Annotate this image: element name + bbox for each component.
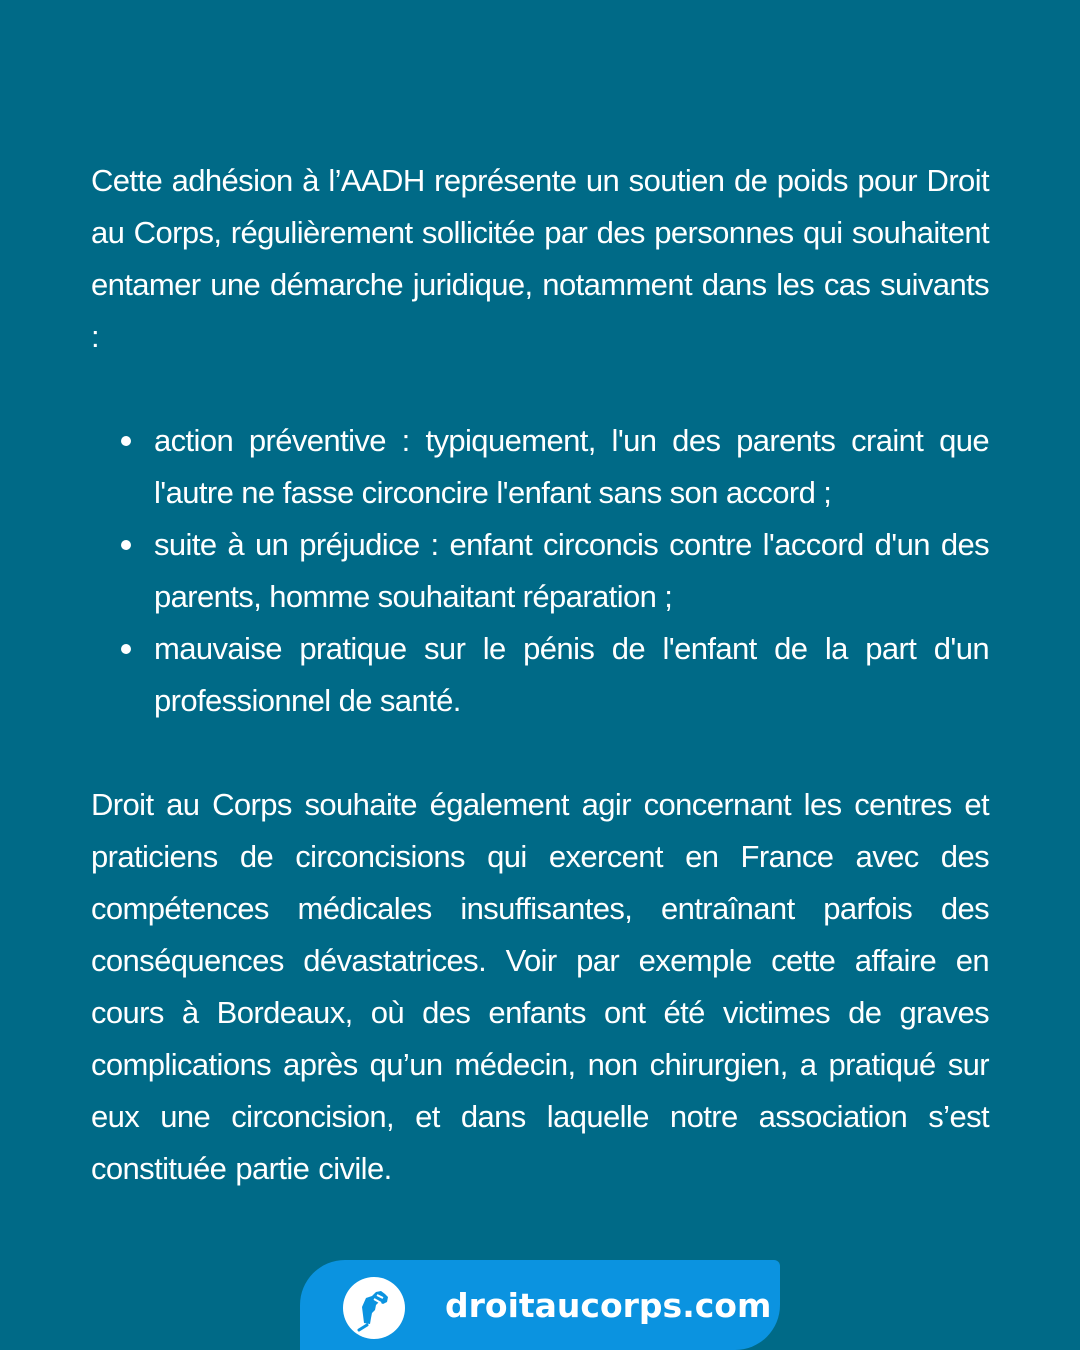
website-badge[interactable] — [300, 1260, 780, 1350]
list-item-text: mauvaise pratique sur le pénis de l'enfant de la part d'un professionnel de santé. — [154, 631, 989, 718]
list-item-text: suite à un préjudice : enfant circoncis contre l'accord d'un des parents, homme souhaitant réparation ; — [154, 527, 989, 614]
main-content — [91, 155, 989, 1195]
second-paragraph: Droit au Corps souhaite également agir concernant les centres et praticiens de circoncisions qui exercent en France avec des compétences médicales insuffisantes, entraînant parfois des conséquences dévastatrices. Voir par exemple cette affaire en cours à Bordeaux, où des enfants ont été victimes de graves complications après qu’un médecin, non chirurgien, a pratiqué sur eux une circoncision, et dans laquelle notre association s’est constituée partie civile. — [91, 787, 989, 1186]
list-item-text: action préventive : typiquement, l'un des parents craint que l'autre ne fasse circoncire l'enfant sans son accord ; — [154, 423, 989, 510]
website-url: droitaucorps.com — [445, 1286, 772, 1325]
intro-paragraph: Cette adhésion à l’AADH représente un soutien de poids pour Droit au Corps, régulièrement sollicitée par des personnes qui souhaitent entamer une démarche juridique, notamment dans les cas suivants : — [91, 163, 989, 354]
bullet-icon — [121, 644, 131, 654]
cases-list — [91, 415, 989, 727]
list-item — [154, 623, 989, 727]
hand-icon — [343, 1277, 405, 1339]
bullet-icon — [121, 436, 131, 446]
list-item — [154, 415, 989, 519]
bullet-icon — [121, 540, 131, 550]
list-item — [154, 519, 989, 623]
